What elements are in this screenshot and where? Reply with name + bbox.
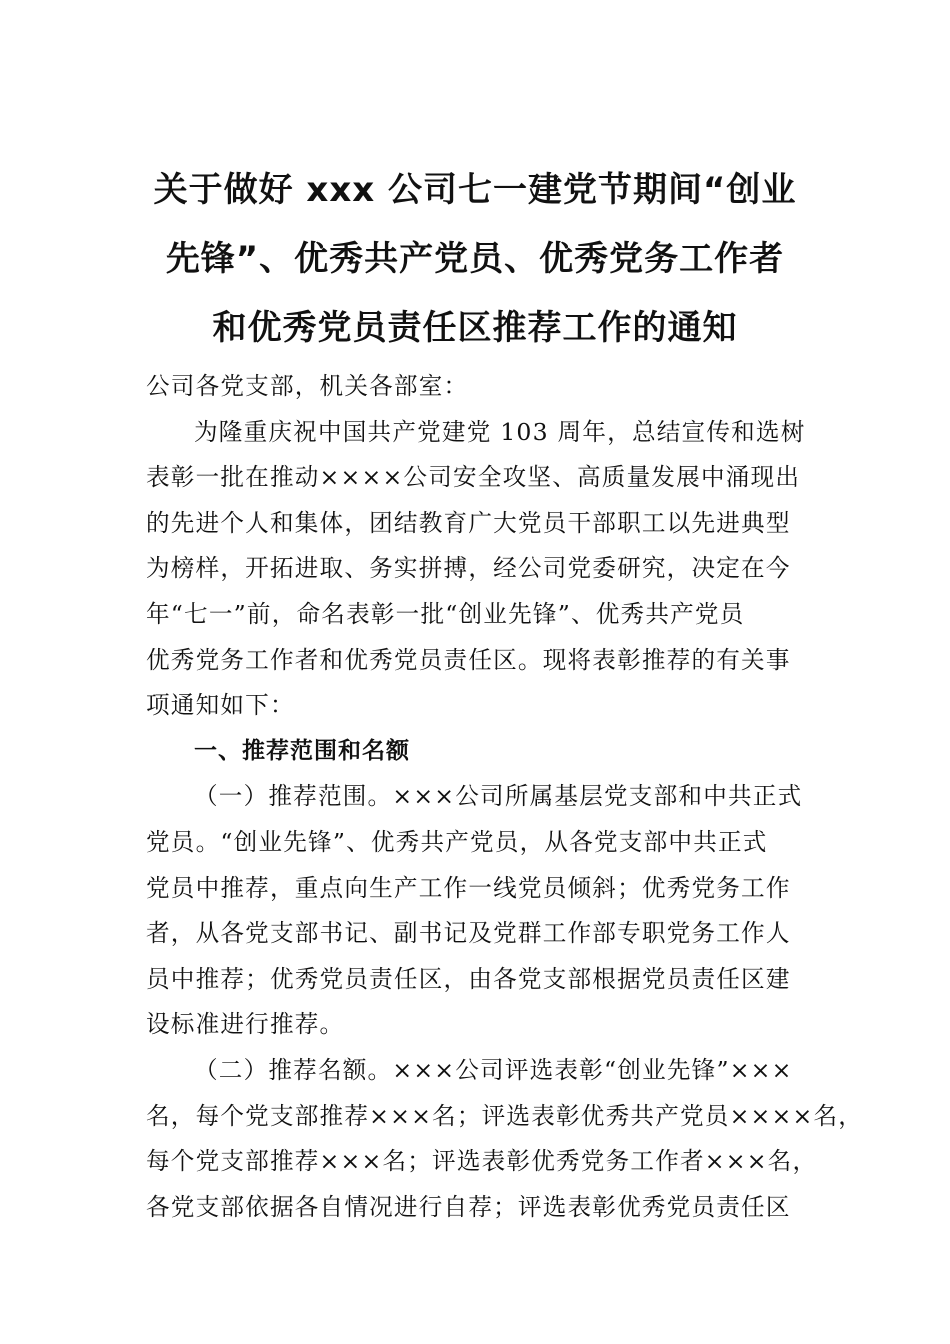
quota-line: 各党支部依据各自情况进行自荐；评选表彰优秀党员责任区	[146, 1192, 791, 1221]
salutation: 公司各党支部，机关各部室：	[146, 372, 469, 400]
scope-line: 党员中推荐，重点向生产工作一线党员倾斜；优秀党务工作	[146, 873, 791, 902]
title-line-1: 关于做好 xxx 公司七一建党节期间“创业	[153, 170, 797, 210]
scope-line: 员中推荐；优秀党员责任区，由各党支部根据党员责任区建	[146, 964, 791, 993]
intro-line: 项通知如下：	[146, 691, 295, 720]
section-heading: 一、推荐范围和名额	[194, 737, 410, 764]
document-title	[120, 156, 830, 363]
intro-line: 的先进个人和集体，团结教育广大党员干部职工以先进典型	[146, 508, 791, 537]
scope-line: （一）推荐范围。×××公司所属基层党支部和中共正式	[194, 782, 803, 811]
intro-line: 表彰一批在推动××××公司安全攻坚、高质量发展中涌现出	[146, 463, 801, 492]
intro-line: 为隆重庆祝中国共产党建党 103 周年，总结宣传和选树	[194, 417, 806, 446]
title-line-3: 和优秀党员责任区推荐工作的通知	[212, 308, 738, 348]
scope-line: 者，从各党支部书记、副书记及党群工作部专职党务工作人	[146, 919, 791, 948]
scope-line: 党员。“创业先锋”、优秀共产党员，从各党支部中共正式	[146, 827, 768, 856]
document-body	[146, 364, 864, 1230]
quota-line: （二）推荐名额。×××公司评选表彰“创业先锋”×××	[194, 1055, 793, 1084]
intro-line: 优秀党务工作者和优秀党员责任区。现将表彰推荐的有关事	[146, 645, 791, 674]
intro-line: 年“七一”前，命名表彰一批“创业先锋”、优秀共产党员	[146, 599, 745, 628]
scope-line: 设标准进行推荐。	[146, 1010, 345, 1039]
title-line-2: 先锋”、优秀共产党员、优秀党务工作者	[165, 239, 785, 279]
intro-line: 为榜样，开拓进取、务实拼搏，经公司党委研究，决定在今	[146, 554, 791, 583]
quota-line: 每个党支部推荐×××名；评选表彰优秀党务工作者×××名，	[146, 1147, 818, 1176]
quota-line: 名，每个党支部推荐×××名；评选表彰优秀共产党员××××名，	[146, 1101, 864, 1130]
